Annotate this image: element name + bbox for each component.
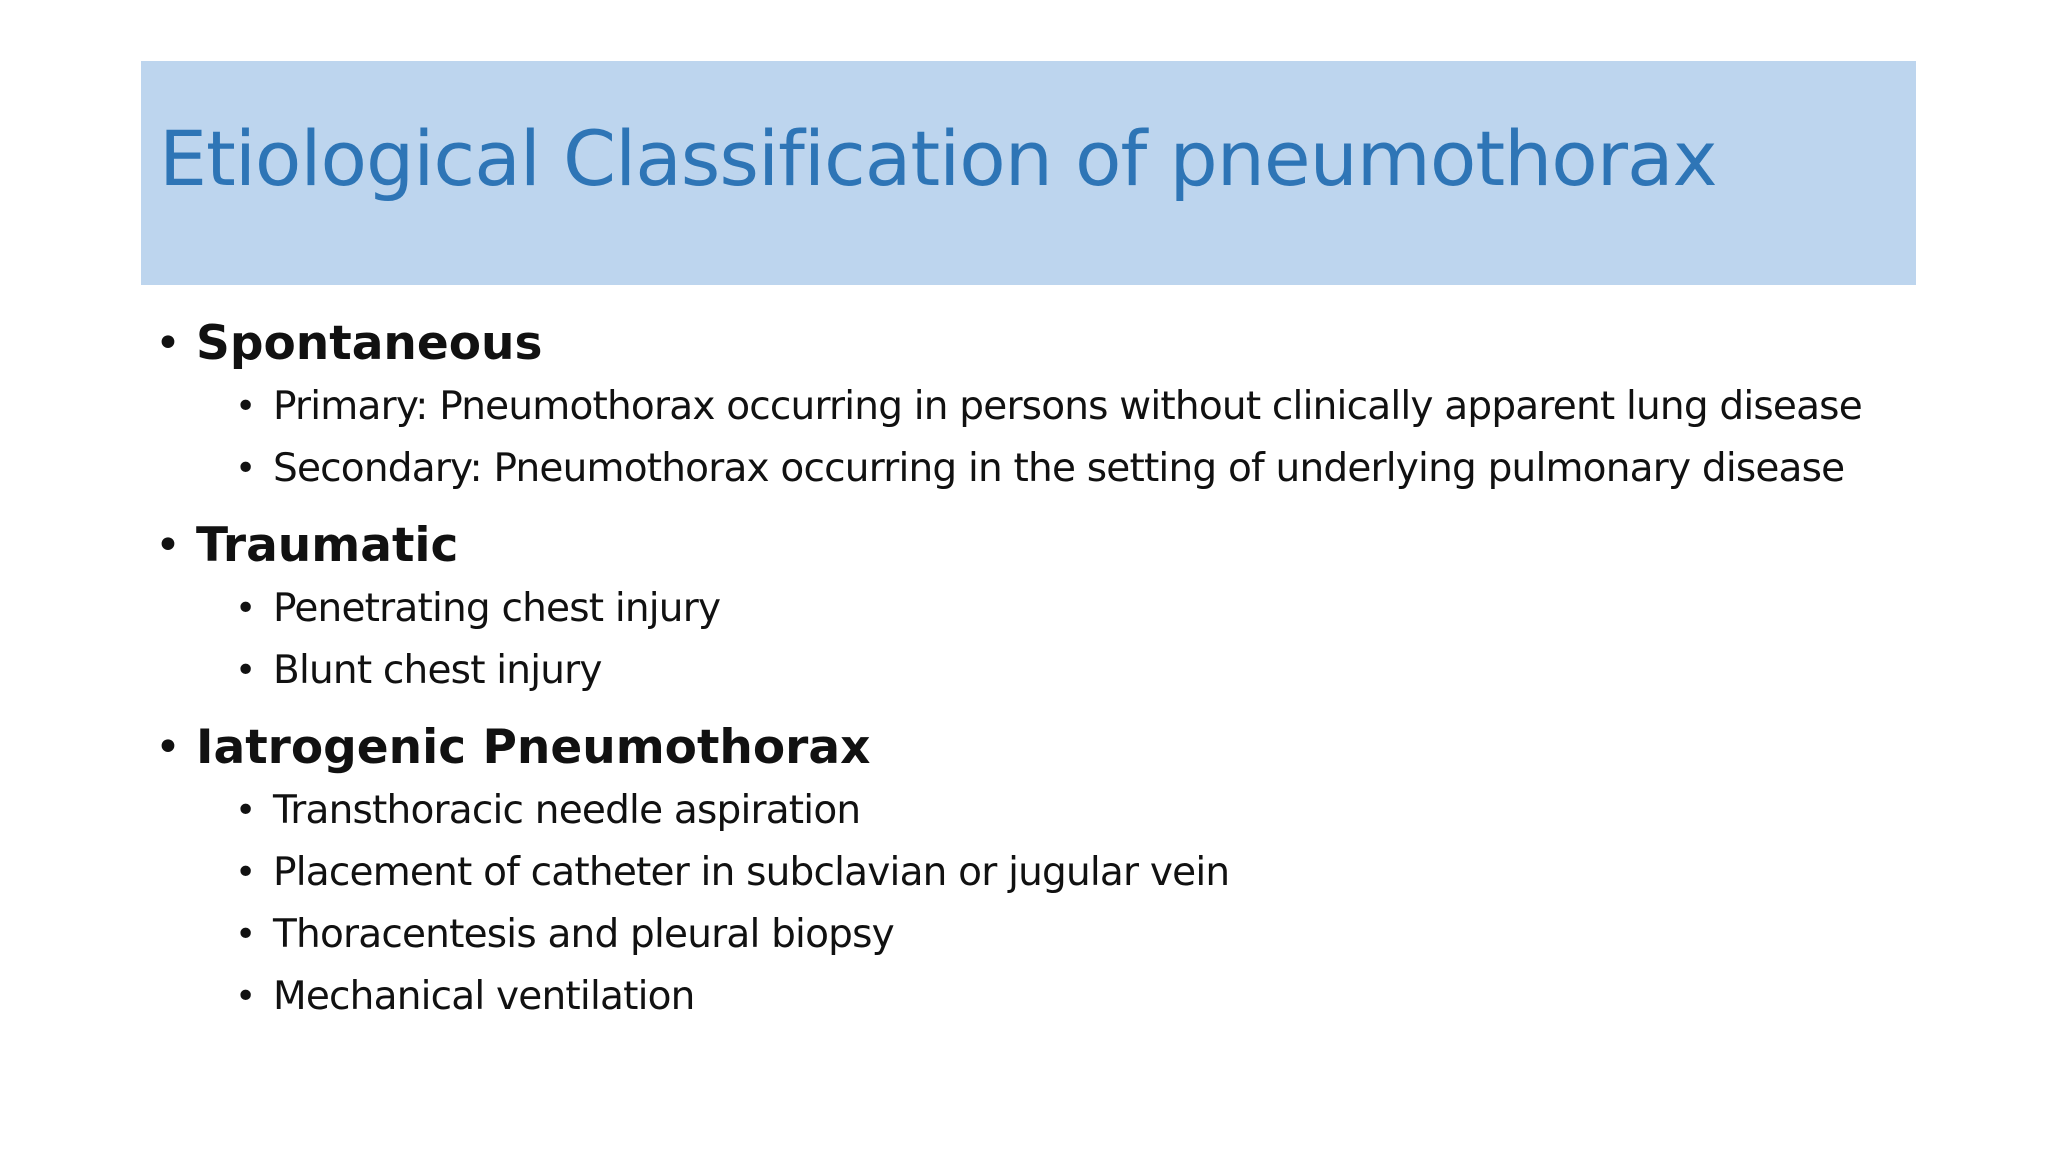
- list-item: [155, 842, 1915, 904]
- bullet-icon: •: [235, 448, 256, 489]
- category-heading: Iatrogenic Pneumothorax: [196, 720, 871, 775]
- list-item-text: Secondary: Pneumothorax occurring in the setting of underlying pulmonary disease: [273, 446, 1845, 491]
- list-item: [155, 376, 1915, 438]
- category-heading-row: [155, 514, 1915, 578]
- bullet-icon: •: [235, 914, 256, 955]
- list-item: [155, 966, 1915, 1028]
- bullet-icon: •: [155, 318, 181, 369]
- title-band: [141, 61, 1916, 285]
- slide-content: [155, 312, 1915, 1042]
- sub-item-list: [155, 376, 1915, 500]
- list-item-text: Transthoracic needle aspiration: [273, 788, 861, 833]
- list-item-text: Placement of catheter in subclavian or jugular vein: [273, 850, 1230, 895]
- slide-title: Etiological Classification of pneumothorax: [159, 114, 1717, 203]
- category-iatrogenic: [155, 716, 1915, 1028]
- bullet-icon: •: [235, 976, 256, 1017]
- list-item: [155, 904, 1915, 966]
- category-list: [155, 312, 1915, 1028]
- category-heading: Traumatic: [196, 518, 459, 573]
- bullet-icon: •: [235, 588, 256, 629]
- list-item-text: Mechanical ventilation: [273, 974, 695, 1019]
- list-item-text: Primary: Pneumothorax occurring in persons without clinically apparent lung disease: [273, 384, 1862, 429]
- list-item: [155, 438, 1915, 500]
- bullet-icon: •: [155, 722, 181, 773]
- list-item: [155, 780, 1915, 842]
- list-item: [155, 578, 1915, 640]
- bullet-icon: •: [235, 386, 256, 427]
- list-item: [155, 640, 1915, 702]
- bullet-icon: •: [235, 852, 256, 893]
- sub-item-list: [155, 578, 1915, 702]
- category-spontaneous: [155, 312, 1915, 500]
- list-item-text: Blunt chest injury: [273, 648, 602, 693]
- sub-item-list: [155, 780, 1915, 1028]
- category-heading-row: [155, 716, 1915, 780]
- category-traumatic: [155, 514, 1915, 702]
- list-item-text: Thoracentesis and pleural biopsy: [273, 912, 894, 957]
- bullet-icon: •: [155, 520, 181, 571]
- bullet-icon: •: [235, 650, 256, 691]
- category-heading: Spontaneous: [196, 316, 543, 371]
- bullet-icon: •: [235, 790, 256, 831]
- category-heading-row: [155, 312, 1915, 376]
- list-item-text: Penetrating chest injury: [273, 586, 721, 631]
